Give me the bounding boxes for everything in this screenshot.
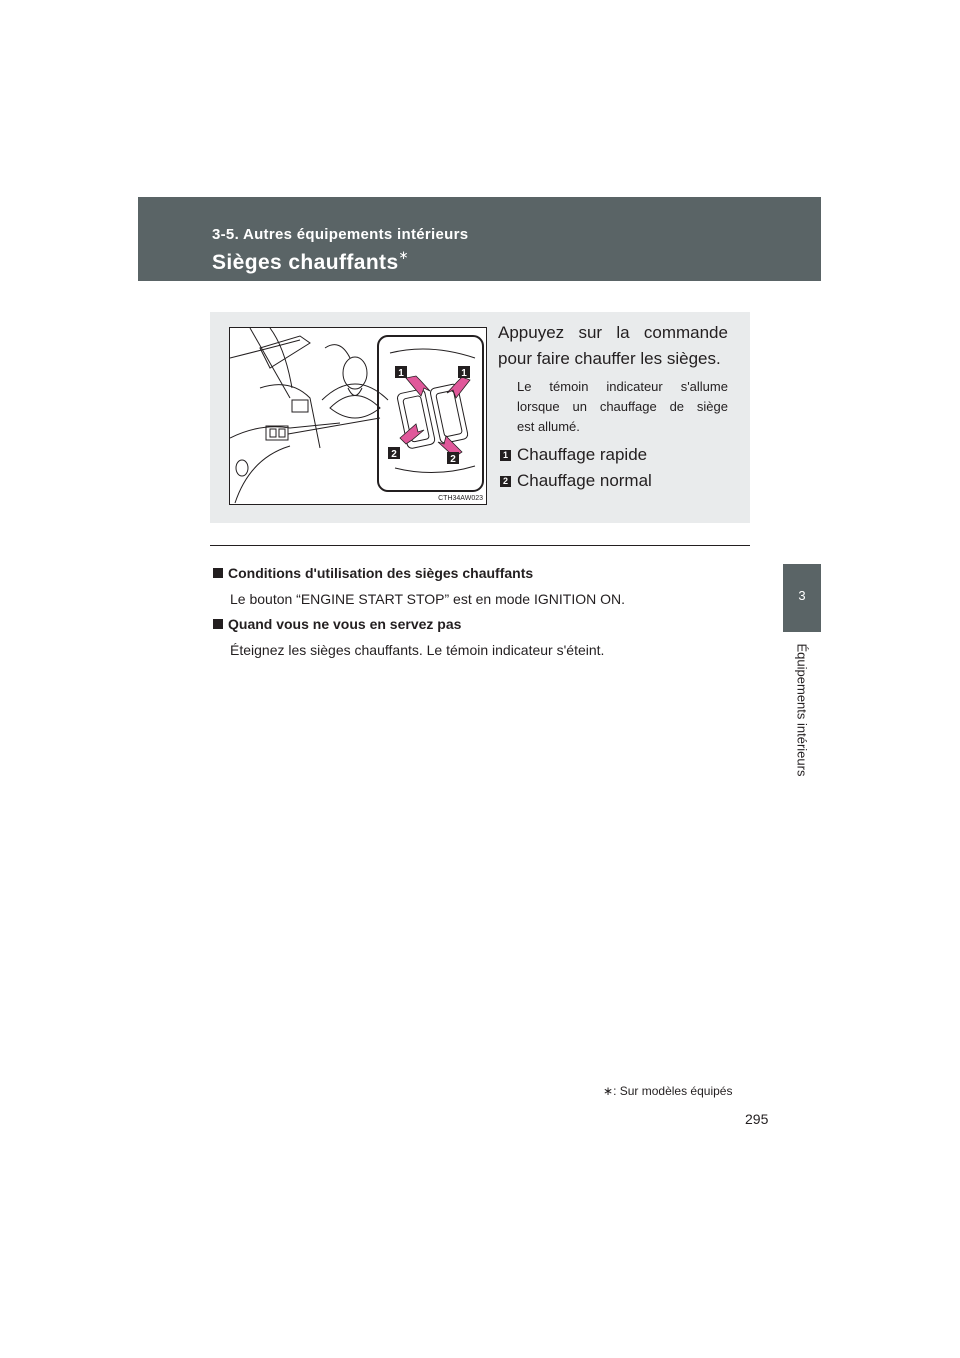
word: indicateur [606,379,663,394]
word: s'allume [680,379,728,394]
instruction-line-2: pour faire chauffer les sièges. [498,349,721,368]
note-body-conditions: Le bouton “ENGINE START STOP” est en mode IGNITION ON. [230,591,625,607]
instruction-line-1 [498,320,728,346]
callout-1-left-text: 1 [398,368,404,379]
word: un [572,399,587,414]
callout-2-right-text: 2 [450,454,456,465]
page-number: 295 [745,1111,769,1127]
word: commande [643,323,728,342]
square-bullet-icon [213,568,223,578]
footnote-text: : Sur modèles équipés [613,1084,733,1098]
legend-item-rapid [500,445,647,465]
word: Appuyez [498,323,565,342]
word: Le [517,379,532,394]
illustration-code: CTH34AW023 [438,495,483,502]
page-title [212,250,409,275]
legend-label-normal: Chauffage normal [517,471,652,490]
chapter-tab [783,564,821,632]
indicator-note-line-1 [517,377,728,397]
asterisk-icon: ∗ [603,1084,614,1098]
word: témoin [549,379,589,394]
word: lorsque [517,399,560,414]
page-title-text: Sièges chauffants [212,251,399,274]
word: de [669,399,685,414]
section-divider [210,545,750,546]
legend-badge-2: 2 [500,476,511,487]
word: la [616,323,630,342]
seat-heater-illustration [229,327,487,505]
section-label: 3-5. Autres équipements intérieurs [212,226,469,243]
note-heading-not-in-use [213,616,461,632]
note-heading-not-in-use-text: Quand vous ne vous en servez pas [228,616,462,632]
footnote [603,1084,732,1098]
callout-1-right-text: 1 [461,368,467,379]
chapter-label: Équipements intérieurs [794,643,810,777]
word: siège [696,399,728,414]
legend-item-normal [500,471,652,491]
console-drawing [230,328,486,504]
note-heading-conditions-text: Conditions d'utilisation des sièges chauffants [228,565,534,581]
callout-2-left-text: 2 [391,449,397,460]
legend-label-rapid: Chauffage rapide [517,445,648,464]
legend-badge-1: 1 [500,450,511,461]
indicator-note-line-3: est allumé. [517,419,580,434]
square-bullet-icon [213,619,223,629]
instruction-text [498,320,728,372]
indicator-note [517,377,728,437]
equipped-marker: ∗ [398,248,409,262]
chapter-number: 3 [798,588,806,603]
note-body-not-in-use: Éteignez les sièges chauffants. Le témoin indicateur s'éteint. [230,642,605,658]
word: sur [578,323,603,342]
note-heading-conditions [213,565,533,581]
indicator-note-line-2 [517,397,728,417]
word: chauffage [599,399,657,414]
